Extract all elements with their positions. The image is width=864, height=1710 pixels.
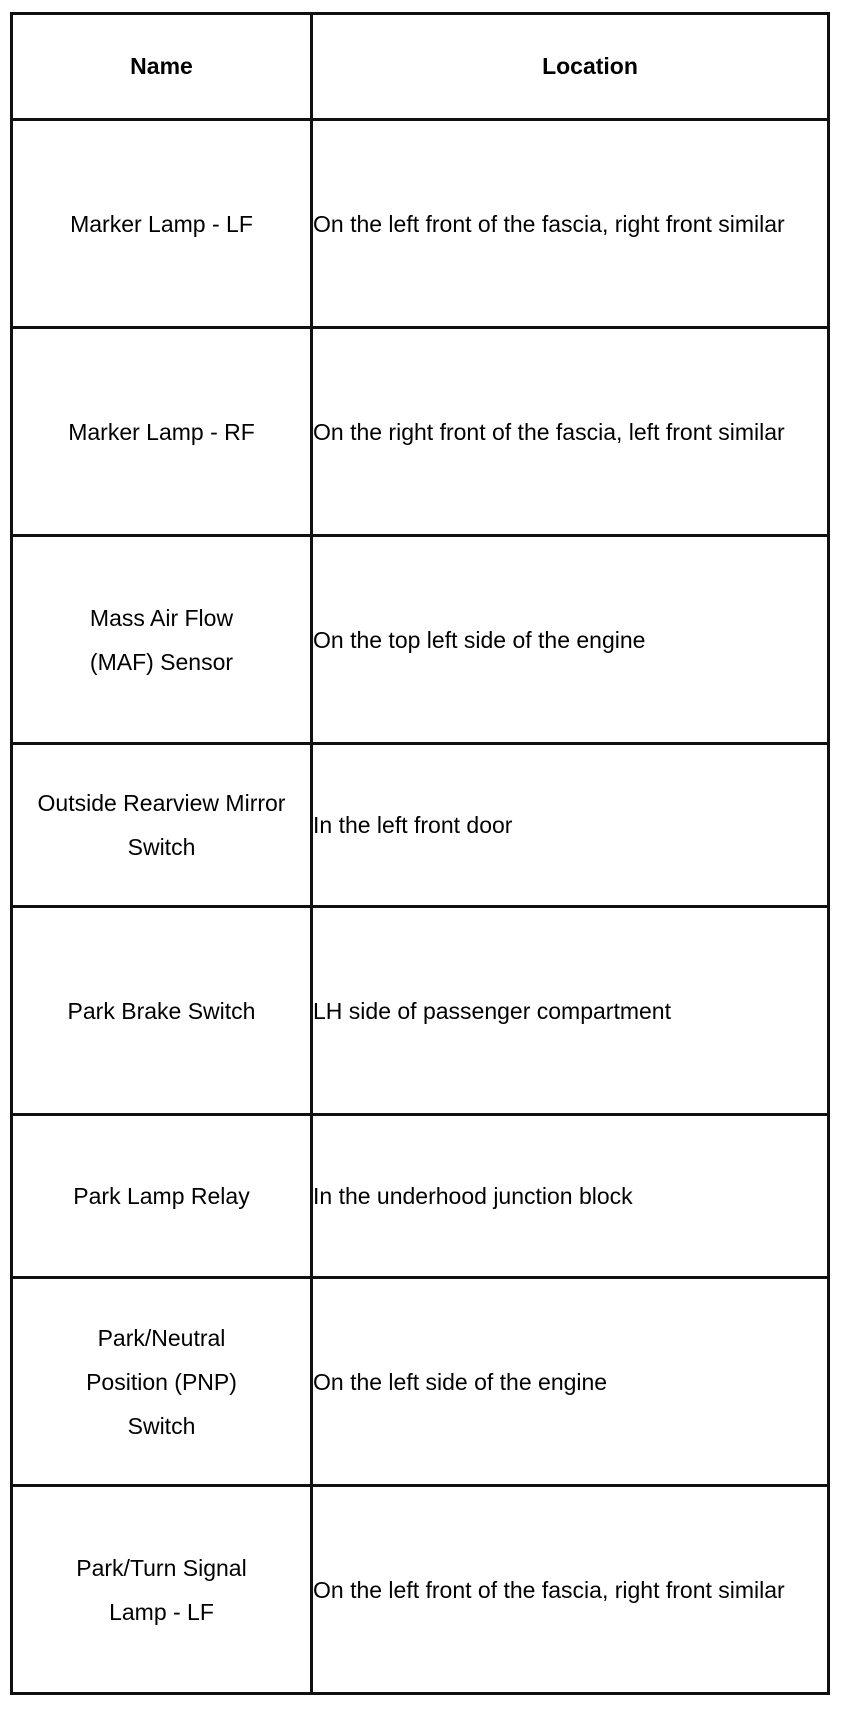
header-row [12, 14, 829, 120]
row-location: On the left front of the fascia, right front similar [312, 120, 829, 328]
row-location: LH side of passenger compartment [312, 907, 829, 1115]
row-name: Park Lamp Relay [12, 1115, 312, 1278]
table-row [12, 907, 829, 1115]
row-name: Outside Rearview Mirror Switch [12, 744, 312, 907]
table-row [12, 1115, 829, 1278]
row-name: Park/Turn Signal Lamp - LF [12, 1486, 312, 1694]
row-location: In the left front door [312, 744, 829, 907]
row-name: Park/Neutral Position (PNP) Switch [12, 1278, 312, 1486]
table-row [12, 1486, 829, 1694]
row-location: On the left front of the fascia, right front similar [312, 1486, 829, 1694]
table-row [12, 1278, 829, 1486]
table-row [12, 536, 829, 744]
header-location: Location [312, 14, 829, 120]
header-name: Name [12, 14, 312, 120]
row-location: On the right front of the fascia, left front similar [312, 328, 829, 536]
row-location: On the top left side of the engine [312, 536, 829, 744]
row-name: Mass Air Flow (MAF) Sensor [12, 536, 312, 744]
table-row [12, 120, 829, 328]
table-row [12, 744, 829, 907]
row-name: Marker Lamp - RF [12, 328, 312, 536]
row-name: Park Brake Switch [12, 907, 312, 1115]
row-location: In the underhood junction block [312, 1115, 829, 1278]
component-location-table [10, 12, 830, 1695]
row-name: Marker Lamp - LF [12, 120, 312, 328]
table-row [12, 328, 829, 536]
row-location: On the left side of the engine [312, 1278, 829, 1486]
